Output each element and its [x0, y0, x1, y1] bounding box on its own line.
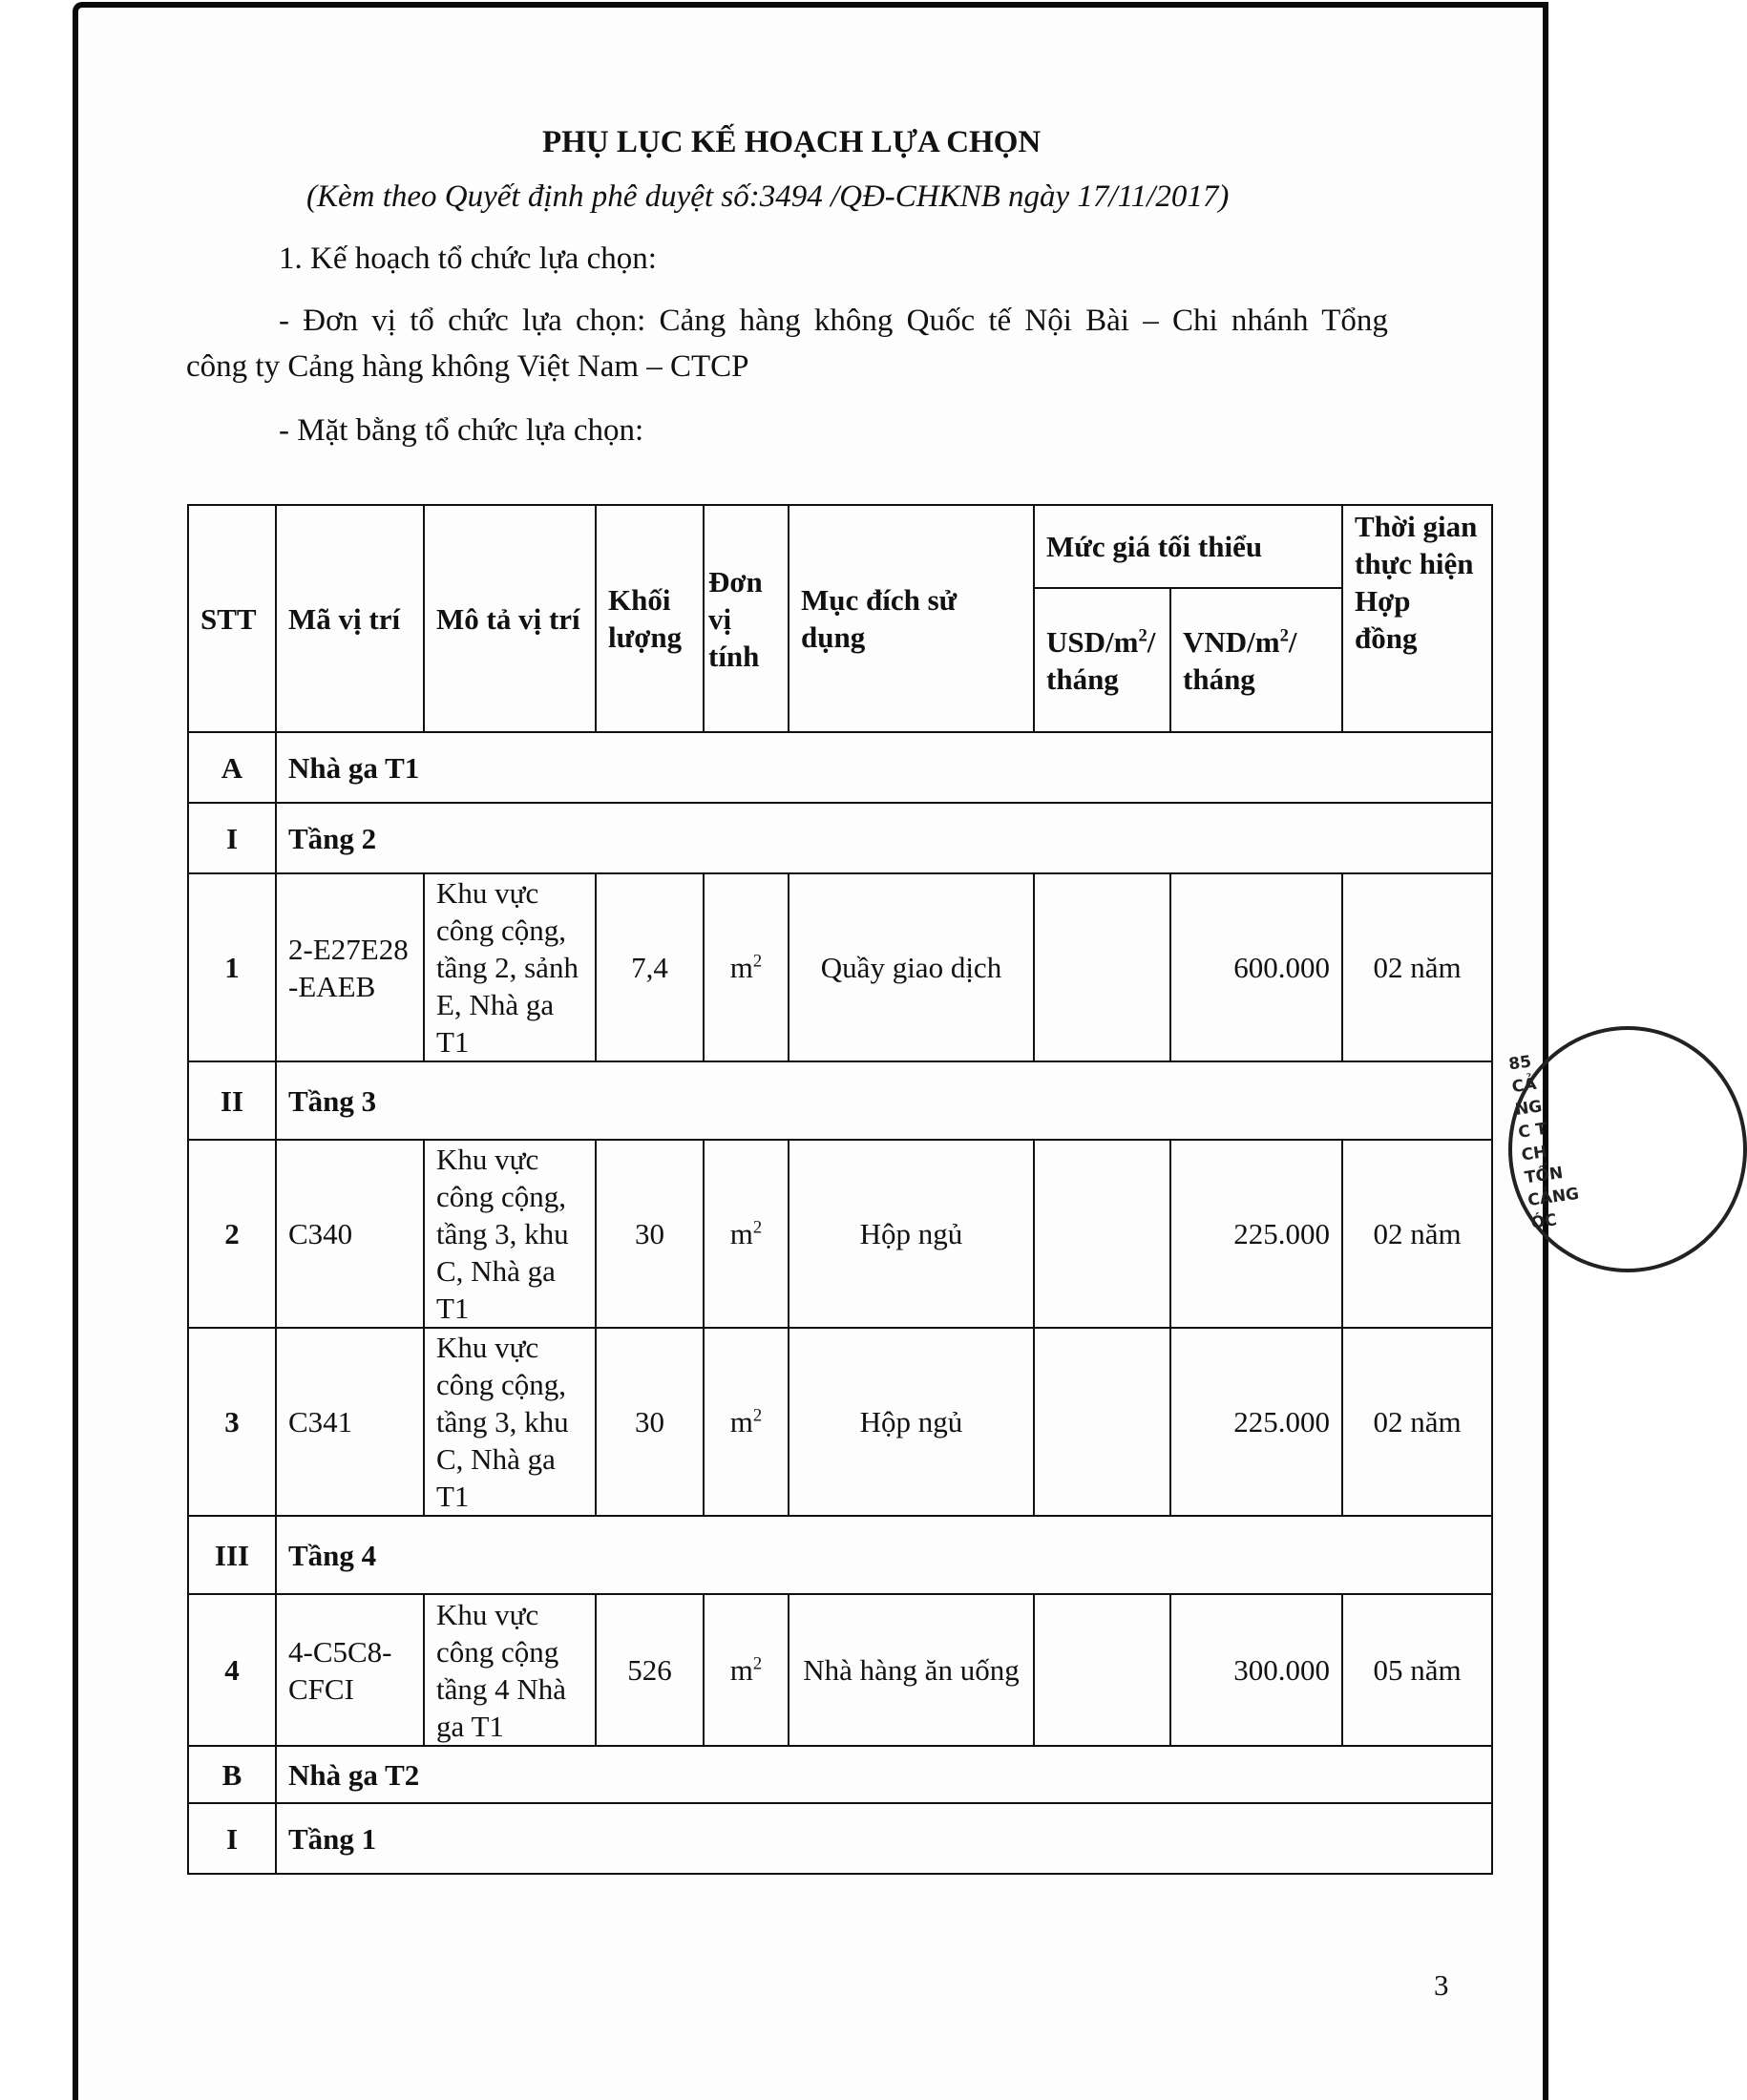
cell-khoi-luong: 30	[596, 1328, 704, 1516]
group-label: Tầng 3	[276, 1061, 1492, 1140]
cell-mo-ta: Khu vực công cộng, tầng 2, sảnh E, Nhà ga T1	[424, 873, 596, 1061]
cell-muc-dich: Hộp ngủ	[789, 1140, 1034, 1328]
group-label: Tầng 4	[276, 1516, 1492, 1594]
cell-vnd: 600.000	[1170, 873, 1342, 1061]
cell-stt: 1	[188, 873, 276, 1061]
header-vnd: VND/$m^2/$ tháng	[1170, 588, 1342, 732]
cell-muc-dich: Hộp ngủ	[789, 1328, 1034, 1516]
group-row	[188, 1516, 1492, 1594]
cell-don-vi: $m^2$	[704, 1594, 789, 1746]
cell-thoi-gian: 02 năm	[1342, 1140, 1492, 1328]
cell-ma-vi-tri: C340	[276, 1140, 424, 1328]
cell-ma-vi-tri: 2-E27E28-EAEB	[276, 873, 424, 1061]
page-number: 3	[1434, 1968, 1449, 2002]
header-don-vi-tinh: Đơn vị tính	[704, 505, 789, 732]
cell-usd	[1034, 873, 1170, 1061]
cell-usd	[1034, 1140, 1170, 1328]
group-code: II	[188, 1061, 276, 1140]
group-row	[188, 1061, 1492, 1140]
header-mo-ta-vi-tri: Mô tả vị trí	[424, 505, 596, 732]
group-code: III	[188, 1516, 276, 1594]
premises-label: - Mặt bằng tổ chức lựa chọn:	[279, 413, 644, 448]
table-header-row	[188, 505, 1492, 588]
document-title: PHỤ LỤC KẾ HOẠCH LỰA CHỌN	[542, 125, 1042, 159]
organizer-line-2: công ty Cảng hàng không Việt Nam – CTCP	[186, 349, 749, 384]
stamp-text: 85 CẢ NG C T CH TỔN CẢNG ÓC	[1507, 1052, 1581, 1233]
group-row	[188, 1803, 1492, 1874]
cell-khoi-luong: 526	[596, 1594, 704, 1746]
cell-stt: 2	[188, 1140, 276, 1328]
cell-khoi-luong: 7,4	[596, 873, 704, 1061]
header-muc-dich: Mục đích sử dụng	[789, 505, 1034, 732]
header-usd: USD/$m^2/$ tháng	[1034, 588, 1170, 732]
cell-khoi-luong: 30	[596, 1140, 704, 1328]
cell-muc-dich: Quầy giao dịch	[789, 873, 1034, 1061]
group-label: Tầng 1	[276, 1803, 1492, 1874]
cell-stt: 4	[188, 1594, 276, 1746]
cell-thoi-gian: 02 năm	[1342, 1328, 1492, 1516]
cell-don-vi: $m^2$	[704, 1328, 789, 1516]
cell-usd	[1034, 1328, 1170, 1516]
group-label: Nhà ga T1	[276, 732, 1492, 803]
table-row	[188, 873, 1492, 1061]
official-stamp	[1507, 1026, 1581, 1274]
cell-don-vi: $m^2$	[704, 1140, 789, 1328]
header-stt: STT	[188, 505, 276, 732]
group-row	[188, 732, 1492, 803]
cell-thoi-gian: 05 năm	[1342, 1594, 1492, 1746]
group-code: I	[188, 1803, 276, 1874]
header-thoi-gian: Thời gian thực hiện Hợp đồng	[1342, 505, 1492, 732]
cell-ma-vi-tri: 4-C5C8-CFCI	[276, 1594, 424, 1746]
header-khoi-luong: Khối lượng	[596, 505, 704, 732]
group-code: B	[188, 1746, 276, 1803]
table-row	[188, 1594, 1492, 1746]
header-ma-vi-tri: Mã vị trí	[276, 505, 424, 732]
cell-mo-ta: Khu vực công cộng, tầng 3, khu C, Nhà ga T1	[424, 1140, 596, 1328]
cell-ma-vi-tri: C341	[276, 1328, 424, 1516]
header-muc-gia: Mức giá tối thiểu	[1034, 505, 1342, 588]
premises-table	[187, 504, 1493, 1875]
cell-vnd: 225.000	[1170, 1328, 1342, 1516]
table-row	[188, 1328, 1492, 1516]
section-heading: 1. Kế hoạch tổ chức lựa chọn:	[279, 242, 657, 276]
cell-usd	[1034, 1594, 1170, 1746]
group-code: I	[188, 803, 276, 873]
organizer-line-1: - Đơn vị tổ chức lựa chọn: Cảng hàng không Quốc tế Nội Bài – Chi nhánh Tổng	[279, 304, 1388, 338]
cell-vnd: 300.000	[1170, 1594, 1342, 1746]
table-row	[188, 1140, 1492, 1328]
cell-mo-ta: Khu vực công cộng, tầng 3, khu C, Nhà ga T1	[424, 1328, 596, 1516]
cell-thoi-gian: 02 năm	[1342, 873, 1492, 1061]
group-row	[188, 803, 1492, 873]
group-code: A	[188, 732, 276, 803]
document-subtitle: (Kèm theo Quyết định phê duyệt số:3494 /QĐ-CHKNB ngày 17/11/2017)	[306, 179, 1230, 214]
cell-vnd: 225.000	[1170, 1140, 1342, 1328]
group-row	[188, 1746, 1492, 1803]
group-label: Tầng 2	[276, 803, 1492, 873]
cell-muc-dich: Nhà hàng ăn uống	[789, 1594, 1034, 1746]
cell-don-vi: $m^2$	[704, 873, 789, 1061]
group-label: Nhà ga T2	[276, 1746, 1492, 1803]
cell-mo-ta: Khu vực công cộng tầng 4 Nhà ga T1	[424, 1594, 596, 1746]
cell-stt: 3	[188, 1328, 276, 1516]
